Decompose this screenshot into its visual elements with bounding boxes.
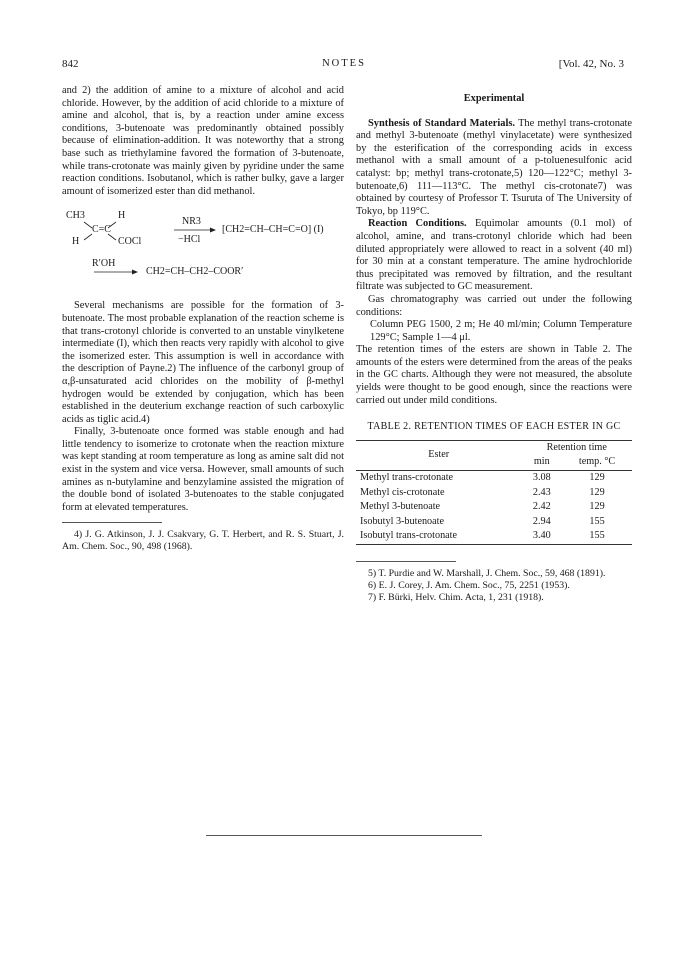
scheme-double-bond: C=C xyxy=(92,224,111,236)
reaction-scheme xyxy=(62,204,344,294)
row-temp: 129 xyxy=(589,472,605,484)
scheme-h-bottom: H xyxy=(72,236,80,248)
synthesis-heading: Synthesis of Standard Materials. xyxy=(368,117,515,129)
footnote-5: 5) T. Purdie and W. Marshall, J. Chem. Soc., 59, 468 (1891). xyxy=(368,568,606,579)
header-temp: temp. °C xyxy=(578,456,616,468)
section-title: Experimental xyxy=(463,93,525,104)
volume-info: [Vol. 42, No. 3 xyxy=(558,58,624,70)
gc-conditions: Column PEG 1500, 2 m; He 40 ml/min; Column Temperature 129°C; Sample 1—4 μl. xyxy=(370,319,632,343)
row-min: 2.43 xyxy=(532,486,551,498)
scheme-lines xyxy=(62,204,344,294)
row-temp: 155 xyxy=(589,515,605,527)
row-temp: 155 xyxy=(589,530,605,542)
page-number: 842 xyxy=(62,58,79,70)
paragraph-stability: Finally, 3-butenoate once formed was stable enough and had little tendency to isomerize to crotonate when the reaction mixture was kept standing at room temperature as long as amine salt did not exist in the system and vice versa. However, small amounts of such amines as n-butylamine and benzylamine assisted the migration of the double bond of isolated 3-butenoates to the stable conjugated form at elevated temperatures. xyxy=(62,426,344,513)
paragraph-gc-intro: Gas chromatography was carried out under the following conditions: xyxy=(356,293,632,318)
reaction-heading: Reaction Conditions. xyxy=(368,218,467,230)
row-ester: Methyl cis-crotonate xyxy=(360,486,445,498)
row-ester: Isobutyl trans-crotonate xyxy=(360,530,458,542)
row-ester: Methyl 3-butenoate xyxy=(360,501,441,513)
footnote-4: 4) J. G. Atkinson, J. J. Csakvary, G. T. Herbert, and R. S. Stuart, J. Am. Chem. Soc., 90, 498 (1968). xyxy=(62,529,344,553)
scheme-reagent-hcl: −HCl xyxy=(178,234,201,246)
row-min: 3.08 xyxy=(532,472,551,484)
table-caption: TABLE 2. RETENTION TIMES OF EACH ESTER IN GC xyxy=(367,421,621,433)
reaction-body: Equimolar amounts (0.1 mol) of alcohol, amine, and trans-crotonyl chloride which had been diluted appropriately were allowed to react in a solvent (40 ml) for 30 min at a constant temperature. The amine hydrochloride thus precipitated was removed by filtration, and the resultant filtrate was subjected to GC measurement. xyxy=(356,218,632,293)
scheme-h-top: H xyxy=(118,210,126,222)
footnote-rule xyxy=(62,522,162,523)
footnote-7: 7) F. Bürki, Helv. Chim. Acta, 1, 231 (1918). xyxy=(368,592,544,603)
paragraph-mechanism: Several mechanisms are possible for the formation of 3-butenoate. The most probable explanation of the reaction scheme is that trans-crotonyl chloride is converted to an unstable vinylketene intermediate (I), which then reacts very rapidly with alcohol to give the isomerized ester. This assumption is well in accordance with the description of Payne.2) The influence of the carbonyl group of α,β-unsaturated acid chlorides on the mobility of β-methyl hydrogen would be extended by conjugation, which has been established in the deuterium exchange reaction of such carboxylic acids as tiglic acid.4) xyxy=(62,300,344,425)
table-row xyxy=(356,529,632,544)
retention-table xyxy=(356,440,632,545)
scheme-product: CH2=CH–CH2–COOR′ xyxy=(146,266,244,278)
row-min: 3.40 xyxy=(532,530,551,542)
table-row xyxy=(356,471,632,486)
paragraph-synthesis xyxy=(356,118,632,219)
paragraph-gc-results: The retention times of the esters are shown in Table 2. The amounts of the esters were determined from the areas of the peaks in the GC charts. Although they were not measured, the absolute yields were thought to be good enough, since the reactions were carried out under mild conditions. xyxy=(356,344,632,406)
scheme-acyl-chloride: COCl xyxy=(118,236,142,248)
row-ester: Methyl trans-crotonate xyxy=(360,472,454,484)
footnote-6: 6) E. J. Corey, J. Am. Chem. Soc., 75, 2251 (1953). xyxy=(368,580,570,591)
row-min: 2.94 xyxy=(532,515,551,527)
paragraph-reaction-conditions xyxy=(356,218,632,294)
scheme-methyl: CH3 xyxy=(66,210,85,222)
running-head: NOTES xyxy=(322,58,366,69)
header-min: min xyxy=(533,456,550,468)
scheme-reagent-amine: NR3 xyxy=(182,216,201,228)
table-row xyxy=(356,486,632,501)
synthesis-body: The methyl trans-crotonate and methyl 3-butenoate (methyl vinylacetate) were synthesized by the esterification of the corresponding acids in excess methanol with a small amount of a p-toluenesulfonic acid catalyst: bp; methyl trans-crotonate,5) 120—122°C; methyl 3-butenoate,6) 111—113°C. The methyl cis-crotonate7) was obtained by courtesy of Professor T. Tsuruta of The University of Tokyo, bp 119°C. xyxy=(356,117,632,217)
row-temp: 129 xyxy=(589,486,605,498)
paragraph-amine-addition: and 2) the addition of amine to a mixture of alcohol and acid chloride. However, by the addition of acid chloride to a mixture of amine and alcohol, that is, by a reaction under amine excess conditions, 3-butenoate was predominantly obtained possibly because of elimination-addition. It was noteworthy that a strong base such as triethylamine favored the formation of 3-butenoate, while trans-crotonate was mainly given by pyridine under the same reaction conditions. Isobutanol, which is rather bulky, gave a larger amount of isomerized ester than did methanol. xyxy=(62,85,344,197)
scheme-alcohol: R′OH xyxy=(92,258,116,270)
row-min: 2.42 xyxy=(532,501,551,513)
header-retention: Retention time xyxy=(546,441,607,453)
scheme-intermediate: [CH2=CH–CH=C=O] (I) xyxy=(222,224,324,236)
table-row xyxy=(356,515,632,530)
footnote-rule xyxy=(356,561,456,562)
row-ester: Isobutyl 3-butenoate xyxy=(360,515,445,527)
row-temp: 129 xyxy=(589,501,605,513)
right-column xyxy=(356,85,632,604)
header-ester: Ester xyxy=(428,449,450,461)
end-rule xyxy=(206,835,482,836)
table-row xyxy=(356,500,632,515)
left-column xyxy=(62,85,344,553)
